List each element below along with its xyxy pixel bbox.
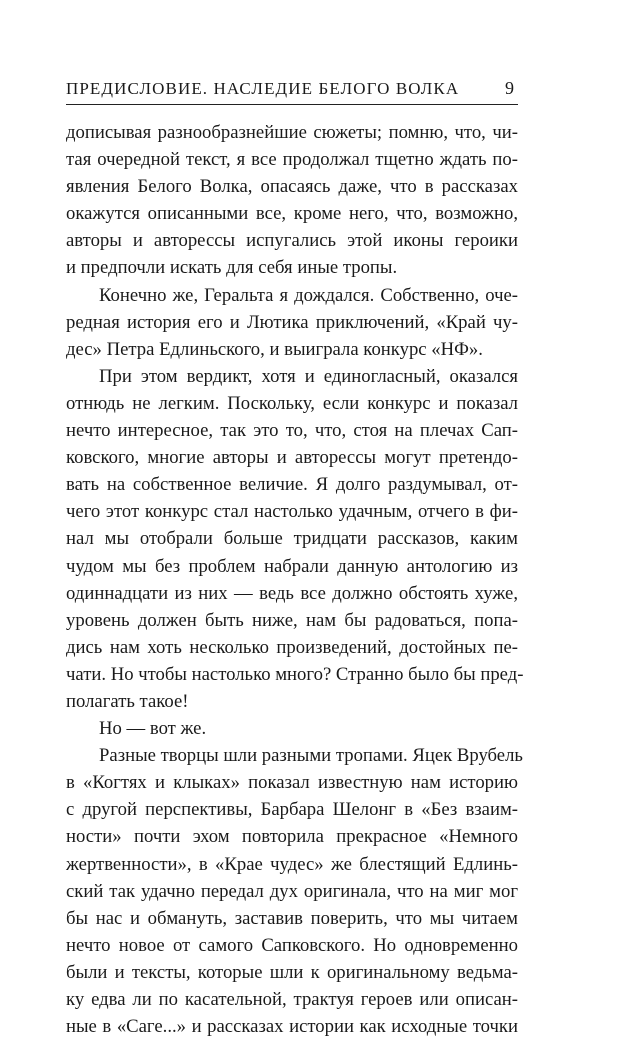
- text-line: Разные творцы шли разными тропами. Яцек Врубель: [99, 745, 523, 767]
- text-line: нечто новое от самого Сапковского. Но одновременно: [66, 934, 518, 956]
- text-line: тая очередной текст, я все продолжал тщетно ждать по-: [66, 149, 518, 171]
- text-line: окажутся описанными все, кроме него, что, возможно,: [66, 203, 518, 225]
- text-line: ности» почти эхом повторила прекрасное «Немного: [66, 826, 518, 848]
- text-line: чати. Но чтобы настолько много? Странно было бы пред-: [66, 663, 524, 685]
- text-line: жертвенности», в «Крае чудес» же блестящий Едлинь-: [66, 853, 518, 875]
- body-text: [66, 119, 524, 1040]
- text-line: Конечно же, Геральта я дождался. Собственно, оче-: [99, 284, 518, 306]
- text-line: нал мы отобрали больше тридцати рассказов, каким: [66, 528, 518, 550]
- text-line: отнюдь не легким. Поскольку, если конкурс и показал: [66, 392, 518, 414]
- text-line: При этом вердикт, хотя и единогласный, оказался: [99, 365, 518, 387]
- text-line: редная история его и Лютика приключений, «Край чу-: [66, 311, 518, 333]
- text-line: вать на собственное величие. Я долго раздумывал, от-: [66, 474, 518, 496]
- text-line: дись нам хоть несколько произведений, достойных пе-: [66, 636, 518, 658]
- text-line: Но — вот же.: [99, 718, 207, 740]
- text-line: дописывая разнообразнейшие сюжеты; помню, что, чи-: [66, 122, 518, 143]
- text-line: нечто интересное, так это то, что, стоя на плечах Сап-: [66, 420, 518, 442]
- text-line: и предпочли искать для себя иные тропы.: [66, 257, 398, 279]
- text-line: чудом мы без проблем набрали данную антологию из: [66, 555, 518, 577]
- text-line: дес» Петра Едлиньского, и выиграла конкурс «НФ».: [66, 338, 483, 360]
- text-line: ные в «Саге...» и рассказах истории как исходные точки: [66, 1016, 518, 1038]
- text-line: ский так удачно передал дух оригинала, что на миг мог: [66, 880, 518, 902]
- text-line: авторы и авторессы испугались этой иконы героики: [66, 230, 518, 252]
- text-line: с другой перспективы, Барбара Шелонг в «Без взаим-: [66, 799, 518, 821]
- running-header: [66, 76, 518, 105]
- text-line: явления Белого Волка, опасаясь даже, что в рассказах: [66, 176, 518, 198]
- text-line: чего этот конкурс стал настолько удачным, отчего в фи-: [66, 501, 518, 523]
- text-line: ку едва ли по касательной, трактуя героев или описан-: [66, 989, 518, 1010]
- text-line: были и тексты, которые шли к оригинальному ведьма-: [66, 961, 518, 983]
- text-line: в «Когтях и клыках» показал известную нам историю: [66, 772, 518, 794]
- text-line: бы нас и обмануть, заставив поверить, что мы читаем: [66, 907, 518, 929]
- text-line: одиннадцати из них — ведь все должно обстоять хуже,: [66, 582, 518, 604]
- text-line: уровень должен быть ниже, нам бы радоваться, попа-: [66, 609, 518, 631]
- page-number: 9: [505, 78, 514, 98]
- running-title: ПРЕДИСЛОВИЕ. НАСЛЕДИЕ БЕЛОГО ВОЛКА: [66, 79, 460, 98]
- text-line: ковского, многие авторы и авторессы могут претендо-: [66, 447, 518, 469]
- text-line: полагать такое!: [66, 690, 189, 712]
